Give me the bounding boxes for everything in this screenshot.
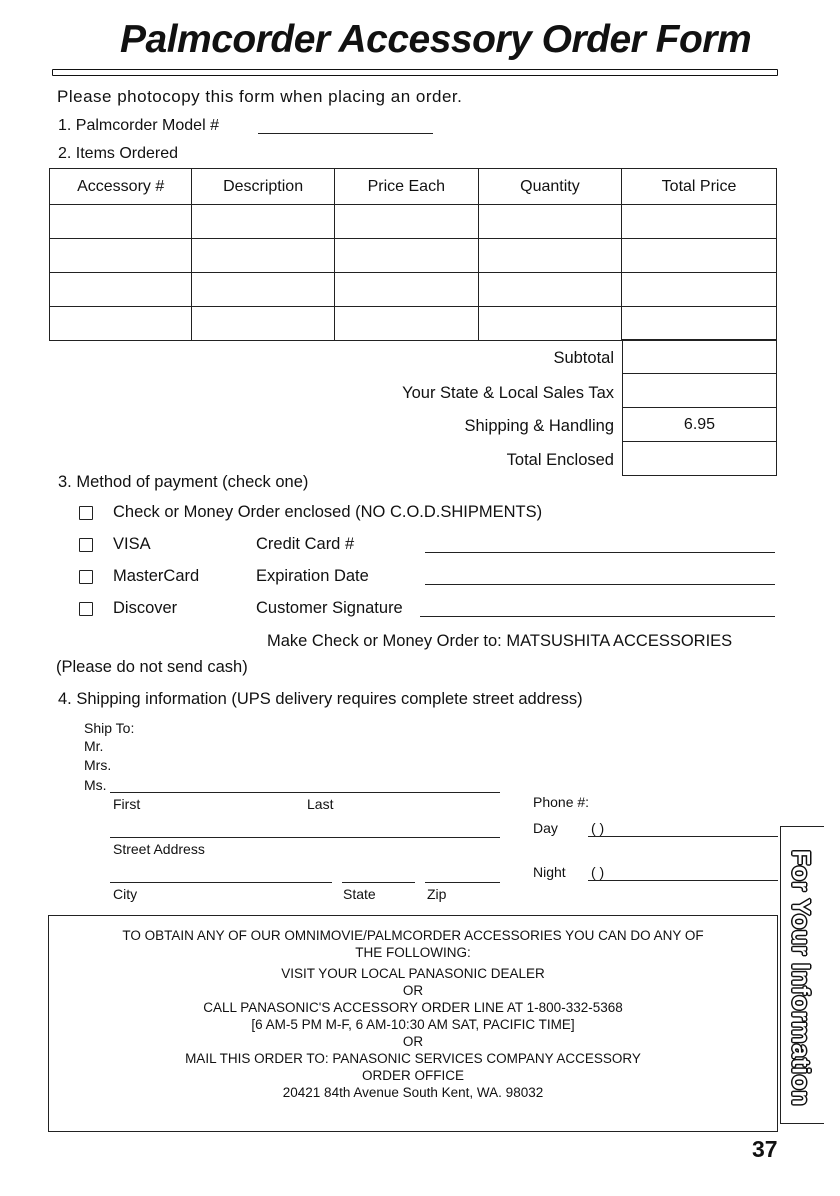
- signature-label: Customer Signature: [256, 599, 403, 617]
- table-cell[interactable]: [50, 239, 192, 273]
- ordering-info-box: [48, 915, 778, 1132]
- table-cell[interactable]: [50, 307, 192, 341]
- info-line: MAIL THIS ORDER TO: PANASONIC SERVICES COMPANY ACCESSORY: [185, 1051, 641, 1066]
- visa-checkbox[interactable]: [79, 538, 93, 552]
- mr-label: Mr.: [84, 738, 104, 754]
- model-label: 1. Palmcorder Model #: [58, 117, 219, 134]
- table-cell[interactable]: [622, 205, 777, 239]
- shipping-info-label: 4. Shipping information (UPS delivery requires complete street address): [58, 690, 583, 708]
- night-area-code: ( ): [591, 864, 605, 880]
- last-label: Last: [307, 796, 334, 812]
- shipping-label: Shipping & Handling: [464, 417, 614, 435]
- table-row: [50, 205, 777, 239]
- discover-label: Discover: [113, 599, 178, 617]
- table-cell[interactable]: [334, 239, 478, 273]
- info-line: [6 AM-5 PM M-F, 6 AM-10:30 AM SAT, PACIFIC TIME]: [251, 1017, 575, 1032]
- table-header-row: [50, 169, 777, 205]
- info-line: THE FOLLOWING:: [355, 945, 471, 960]
- table-cell[interactable]: [192, 239, 334, 273]
- sidebar-tab-label: For Your Information: [786, 849, 815, 1107]
- info-line: TO OBTAIN ANY OF OUR OMNIMOVIE/PALMCORDER ACCESSORIES YOU CAN DO ANY OF: [122, 928, 704, 943]
- mrs-label: Mrs.: [84, 757, 112, 773]
- shipping-field: 6.95: [623, 408, 776, 442]
- state-input-line[interactable]: [342, 882, 415, 883]
- day-phone-input-line[interactable]: [588, 836, 778, 837]
- table-cell[interactable]: [192, 273, 334, 307]
- info-address: 20421 84th Avenue South Kent, WA. 98032: [282, 1085, 544, 1100]
- info-line: ORDER OFFICE: [361, 1068, 464, 1083]
- total-field[interactable]: [623, 442, 776, 476]
- table-cell[interactable]: [478, 205, 621, 239]
- header-price-each: Price Each: [334, 169, 478, 205]
- header-quantity: Quantity: [478, 169, 621, 205]
- phone-label: Phone #:: [533, 794, 590, 810]
- credit-card-input-line[interactable]: [425, 552, 775, 553]
- header-description: Description: [192, 169, 334, 205]
- total-label: Total Enclosed: [506, 451, 614, 469]
- table-row: [50, 239, 777, 273]
- day-label: Day: [533, 820, 558, 836]
- zip-label: Zip: [427, 886, 447, 902]
- zip-input-line[interactable]: [425, 882, 500, 883]
- night-phone-input-line[interactable]: [588, 880, 778, 881]
- ms-label: Ms.: [84, 777, 107, 793]
- first-label: First: [113, 796, 141, 812]
- payment-label: 3. Method of payment (check one): [58, 473, 309, 491]
- items-label: 2. Items Ordered: [58, 145, 179, 162]
- header-total-price: Total Price: [622, 169, 777, 205]
- table-cell[interactable]: [334, 205, 478, 239]
- table-cell[interactable]: [192, 307, 334, 341]
- ship-to-label: Ship To:: [84, 720, 135, 736]
- page-number: 37: [752, 1136, 778, 1162]
- make-check-text: Make Check or Money Order to: MATSUSHITA ACCESSORIES: [267, 632, 733, 650]
- table-cell[interactable]: [334, 307, 478, 341]
- table-cell[interactable]: [334, 273, 478, 307]
- check-checkbox[interactable]: [79, 506, 93, 520]
- credit-card-label: Credit Card #: [256, 535, 355, 553]
- subtotal-label: Subtotal: [553, 349, 614, 367]
- table-cell[interactable]: [50, 273, 192, 307]
- state-label: State: [343, 886, 376, 902]
- table-cell[interactable]: [50, 205, 192, 239]
- table-cell[interactable]: [622, 307, 777, 341]
- table-cell[interactable]: [478, 307, 621, 341]
- info-line: CALL PANASONIC'S ACCESSORY ORDER LINE AT 1-800-332-5368: [203, 1000, 623, 1015]
- items-table: [49, 168, 777, 341]
- tax-field[interactable]: [623, 374, 776, 408]
- night-label: Night: [533, 864, 566, 880]
- expiration-label: Expiration Date: [256, 567, 369, 585]
- tax-label: Your State & Local Sales Tax: [402, 384, 614, 402]
- day-area-code: ( ): [591, 820, 605, 836]
- table-row: [50, 307, 777, 341]
- page-title: Palmcorder Accessory Order Form: [120, 18, 752, 61]
- table-row: [50, 273, 777, 307]
- city-input-line[interactable]: [110, 882, 332, 883]
- info-or: OR: [402, 1034, 424, 1049]
- totals-box: [622, 339, 777, 476]
- title-underline-bar: [52, 69, 778, 76]
- expiration-input-line[interactable]: [425, 584, 775, 585]
- info-line: VISIT YOUR LOCAL PANASONIC DEALER: [281, 966, 545, 981]
- info-or: OR: [402, 983, 424, 998]
- mastercard-label: MasterCard: [113, 567, 200, 585]
- city-label: City: [113, 886, 138, 902]
- table-cell[interactable]: [192, 205, 334, 239]
- mastercard-checkbox[interactable]: [79, 570, 93, 584]
- visa-label: VISA: [113, 535, 151, 553]
- street-label: Street Address: [113, 841, 205, 857]
- name-input-line[interactable]: [110, 792, 500, 793]
- table-cell[interactable]: [622, 273, 777, 307]
- check-option-label: Check or Money Order enclosed (NO C.O.D.SHIPMENTS): [113, 503, 543, 521]
- model-input-line[interactable]: [258, 133, 433, 134]
- street-input-line[interactable]: [110, 837, 500, 838]
- discover-checkbox[interactable]: [79, 602, 93, 616]
- header-accessory: Accessory #: [50, 169, 192, 205]
- no-cash-text: (Please do not send cash): [56, 658, 248, 676]
- subtotal-field[interactable]: [623, 340, 776, 374]
- signature-input-line[interactable]: [420, 616, 775, 617]
- table-cell[interactable]: [622, 239, 777, 273]
- intro-text: Please photocopy this form when placing an order.: [57, 87, 463, 106]
- table-cell[interactable]: [478, 273, 621, 307]
- table-cell[interactable]: [478, 239, 621, 273]
